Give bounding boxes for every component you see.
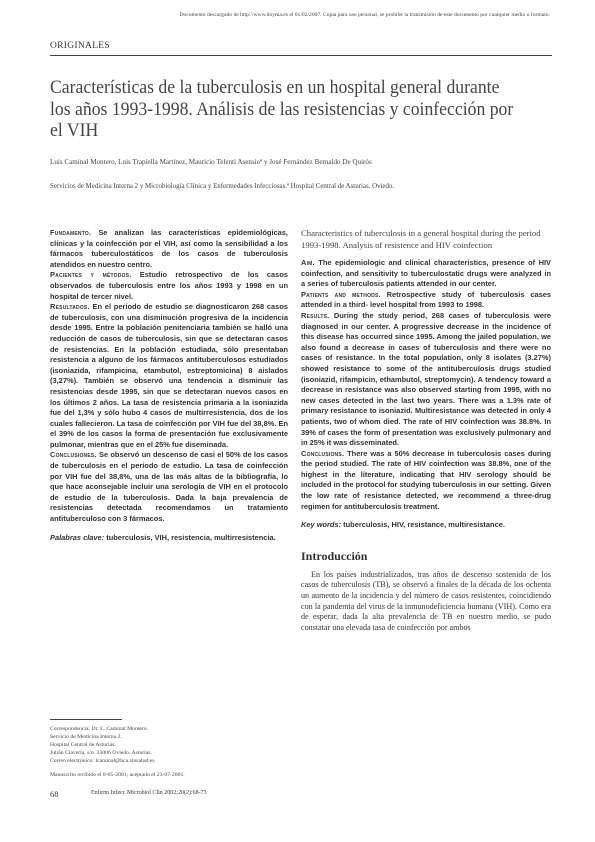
correspondence-line: Hospital Central de Asturias. xyxy=(50,742,116,748)
received-dates: Manuscrito recibido el 8-05-2001; aceptado el 23-07-2001. xyxy=(50,772,185,778)
abstract-english xyxy=(301,228,551,633)
download-notice: Documento descargado de http://www.doyma.es el 01/02/2007. Copia para uso personal, se prohíbe la transmisión de este documento por cualquier medio o formato. xyxy=(179,12,550,18)
author-list: Luis Caminal Montero, Luis Trapiella Martínez, Mauricio Telenti Asensioª y José Fernández Bernaldo De Quirós xyxy=(50,157,372,166)
abstract-results-label: Results. xyxy=(301,310,330,320)
abstract-conclusions xyxy=(301,449,551,513)
abstract-results xyxy=(301,311,551,449)
abstract-aim xyxy=(301,258,551,290)
english-title: Characteristics of tuberculosis in a general hospital during the period 1993-1998. Analysis of resistence and HIV coinfection xyxy=(301,228,541,250)
abstract-resultados-text: En el período de estudio se diagnosticaron 268 casos de tuberculosis, con una disminución progresiva de la incidencia desde 1995. Entre la población penitenciaria también se halló una reducción de casos de tuberculosis, sin que se detectaran casos de resistencias. En la población estudiada, sólo presentaban resistencia a alguno de los fármacos antituberculosos estudiados (isoniazida, rifampicina, etambutol, estreptomicina) 8 aislados (3,27%). También se observó una tendencia a disminuir las resistencias desde 1995, sin que se detectaran nuevos casos en los últimos 2 años. La tasa de resistencia primaria a la isoniazida fue del 1,3% y sólo hubo 4 casos de multirresistencia, dos de los cuales fallecieron. La tasa de coinfección por VIH fue del 38,8%. En el 39% de los casos la forma de presentación fue exclusivamente pulmonar, mientras que en el 25% fue diseminada. xyxy=(50,302,288,449)
abstract-patients-text: Retrospective study of tuberculosis cases attended in a third- level hospital from 1993 to 1998. xyxy=(301,289,552,310)
abstract-resultados-label: Resultados. xyxy=(50,302,90,312)
abstract-patients xyxy=(301,290,551,311)
correspondence-block xyxy=(50,725,290,765)
introduction-text: En los países industrializados, tras años de descenso sostenido de los casos de tuberculosis (TB), se observó a finales de la década de los ochenta un aumento de la incidencia y del número de casos resistentes, coincidiendo con la pandemia del virus de la inmunodeficiencia humana (VIH). Como era de esperar, dada la alta prevalencia de TB en nuestro medio, se pudo constatar una elevada tasa de coinfección por ambos xyxy=(301,569,551,632)
abstract-conclusiones xyxy=(50,450,288,524)
abstract-conclusiones-label: Conclusiones. xyxy=(50,450,97,460)
keywords-english xyxy=(301,520,551,531)
abstract-fundamento xyxy=(50,228,288,270)
section-label: ORIGINALES xyxy=(50,41,110,51)
keywords-english-label: Key words: xyxy=(301,520,342,530)
abstract-fundamento-text: Se analizan las características epidemiológicas, clínicas y la coinfección por el VIH, así como la sensibilidad a los fármacos tuberculostáticos de los casos de tuberculosis atendidos en nuestro centro. xyxy=(50,228,288,269)
keywords-spanish-text: tuberculosis, VIH, resistencia, multirresistencia. xyxy=(104,532,276,542)
article-title: Características de la tuberculosis en un hospital general durante los años 1993-1998. Análisis de las resistencias y coinfección por el VIH xyxy=(50,77,514,141)
keywords-spanish xyxy=(50,533,288,544)
page-number: 68 xyxy=(50,789,59,799)
abstract-conclusions-text: There was a 50% decrease in tuberculosis cases during the period studied. The rate of HIV coinfection was 38.8%, one of the highest in the literature, indicating that HIV serology should be included in the protocol for studying tuberculosis in our setting. Given the low rate of resistance detected, we recommend a three-drug regimen for antituberculosis treatment. xyxy=(301,448,551,511)
introduction-heading: Introducción xyxy=(301,548,368,563)
footnote-divider xyxy=(50,719,122,720)
abstract-aim-label: Aim. xyxy=(301,258,315,267)
abstract-results-text: During the study period, 268 cases of tuberculosis were diagnosed in our center. A progressive decrease in the incidence of this disease has occurred since 1995. Among the jailed population, we also found a decrease in cases of tuberculosis and there were no cases of resistance. In the total population, only 8 isolates (3.27%) showed resistance to some of the antituberculosis drugs studied (isoniazid, rifampicin, ethambutol, streptomycin). A tendency toward a decrease in resistance was also observed starting from 1995, with no new cases detected in the last two years. There was a 1.3% rate of primary resistance to isoniazid. Multiresistance was detected in only 4 patients, two of whom died. The rate of HIV coinfection was 38.8%. In 39% of cases the form of presentation was exclusively pulmonary and in 25% it was disseminated. xyxy=(301,310,551,448)
keywords-spanish-label: Palabras clave: xyxy=(50,532,105,542)
keywords-english-text: tuberculosis, HIV, resistance, multiresistance. xyxy=(341,520,505,530)
affiliations: Servicios de Medicina Interna 2 y Microbiología Clínica y Enfermedades Infecciosas.ª Hospital Central de Asturias. Oviedo. xyxy=(50,182,395,190)
abstract-conclusiones-text: Se observó un descenso de casi el 50% de los casos de tuberculosis en el período de estudio. La tasa de coinfección por VIH fue del 38,8%, una de las más altas de la bibliografía, lo que hace aconsejable incluir una serología de VIH en el protocolo de estudio de la tuberculosis. Dada la baja prevalencia de resistencias detectada recomendamos un tratamiento antituberculoso con 3 fármacos. xyxy=(50,450,288,524)
correspondence-line: Julián Clavería, s/n. 33006 Oviedo. Asturias. xyxy=(50,750,152,756)
correspondence-email: Correo electrónico: lcaminal@hca.sinsalud.es xyxy=(50,758,155,764)
abstract-patients-label: Patients and methods. xyxy=(301,289,381,299)
abstract-spanish xyxy=(50,228,288,543)
correspondence-line: Servicio de Medicina Interna 2. xyxy=(50,734,122,740)
abstract-pacientes-text: Estudio retrospectivo de los casos observados de tuberculosis entre los años 1993 y 1998 en un hospital de tercer nivel. xyxy=(50,270,288,301)
section-divider xyxy=(50,55,552,56)
abstract-pacientes xyxy=(50,270,288,302)
abstract-aim-text: The epidemiologic and clinical characteristics, presence of HIV coinfection, and sensitivity to tuberculostatic drugs were analyzed in a series of tuberculosis patients attended in our center. xyxy=(301,258,551,289)
abstract-conclusions-label: Conclusions. xyxy=(301,448,345,458)
abstract-fundamento-label: Fundamento. xyxy=(50,228,92,237)
correspondence-line: Correspondencia: Dr. L. Caminal Montero. xyxy=(50,726,149,732)
journal-reference: Enferm Infecc Microbiol Clin 2002;20(2):68-73 xyxy=(91,790,207,796)
abstract-resultados xyxy=(50,302,288,450)
abstract-pacientes-label: Pacientes y métodos. xyxy=(50,270,132,280)
